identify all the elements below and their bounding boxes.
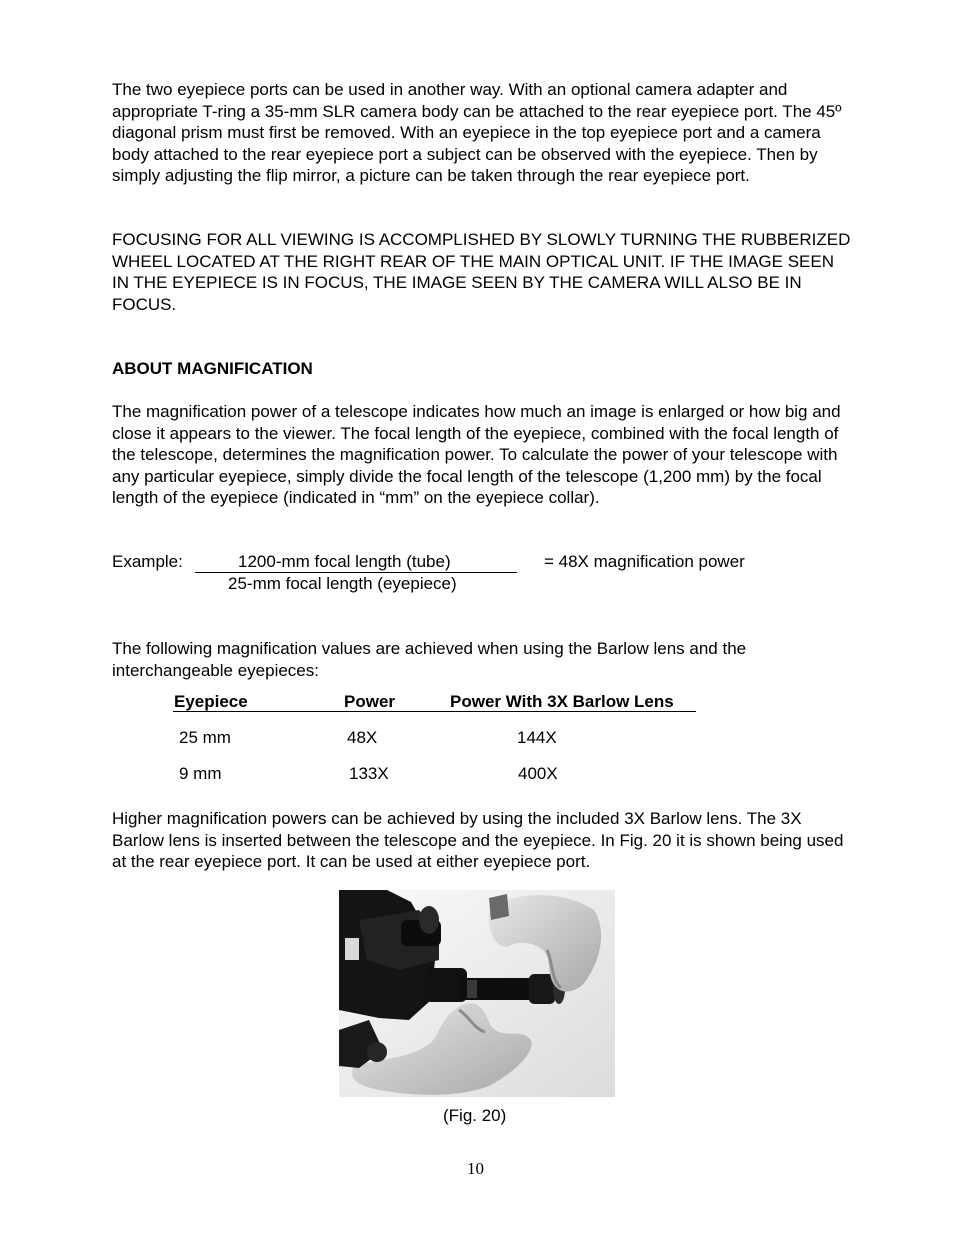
- example-result: = 48X magnification power: [544, 552, 745, 571]
- table-header-eyepiece: Eyepiece: [174, 692, 248, 711]
- example-label: Example:: [112, 552, 183, 571]
- figure-20-photo: [339, 890, 615, 1097]
- example-numerator-text: 1200-mm focal length (tube): [238, 552, 451, 571]
- paragraph-higher-magnification: Higher magnification powers can be achieved by using the included 3X Barlow lens. The 3X Barlow lens is inserted between the telescope and the eyepiece. In Fig. 20 it is shown being used at the rear eyepiece port. It can be used at either eyepiece port.: [112, 809, 844, 871]
- table-header-power: Power: [344, 692, 396, 711]
- table-cell: 144X: [517, 728, 557, 747]
- paragraph-barlow-values: The following magnification values are achieved when using the Barlow lens and the interchangeable eyepieces:: [112, 639, 747, 680]
- barlow-lens-photo-illustration: [339, 890, 615, 1097]
- table-cell: 400X: [518, 764, 558, 783]
- section-heading: ABOUT MAGNIFICATION: [112, 359, 313, 378]
- table-cell: 9 mm: [179, 764, 222, 783]
- paragraph-magnification: The magnification power of a telescope indicates how much an image is enlarged or how big and close it appears to the viewer. The focal length of the eyepiece, combined with the focal length of the telescope, determines the magnification power. To calculate the power of your telescope with any particular eyepiece, simply divide the focal length of the telescope (1,200 mm) by the focal length of the eyepiece (indicated in “mm” on the eyepiece collar).: [112, 402, 841, 507]
- example-numerator: [195, 551, 517, 573]
- table-header-barlow-power: Power With 3X Barlow Lens: [450, 692, 674, 711]
- table-cell: 25 mm: [179, 728, 231, 747]
- table-header-underline: [173, 711, 696, 712]
- figure-caption: (Fig. 20): [443, 1106, 507, 1125]
- paragraph-camera-adapter: The two eyepiece ports can be used in another way. With an optional camera adapter and appropriate T-ring a 35-mm SLR camera body can be attached to the rear eyepiece port. The 45º diagonal prism must first be removed. With an eyepiece in the top eyepiece port and a camera body attached to the rear eyepiece port a subject can be observed with the eyepiece. Then by simply adjusting the flip mirror, a picture can be taken through the rear eyepiece port.: [112, 80, 842, 185]
- table-cell: 133X: [349, 764, 389, 783]
- table-cell: 48X: [347, 728, 378, 747]
- example-denominator: 25-mm focal length (eyepiece): [228, 574, 457, 593]
- badge-icon: [345, 938, 359, 960]
- paragraph-focusing: FOCUSING FOR ALL VIEWING IS ACCOMPLISHED BY SLOWLY TURNING THE RUBBERIZED WHEEL LOCATED AT THE RIGHT REAR OF THE MAIN OPTICAL UNIT. IF THE IMAGE SEEN IN THE EYEPIECE IS IN FOCUS, THE IMAGE SEEN BY THE CAMERA WILL ALSO BE IN FOCUS.: [112, 230, 851, 314]
- page-number: 10: [467, 1159, 484, 1178]
